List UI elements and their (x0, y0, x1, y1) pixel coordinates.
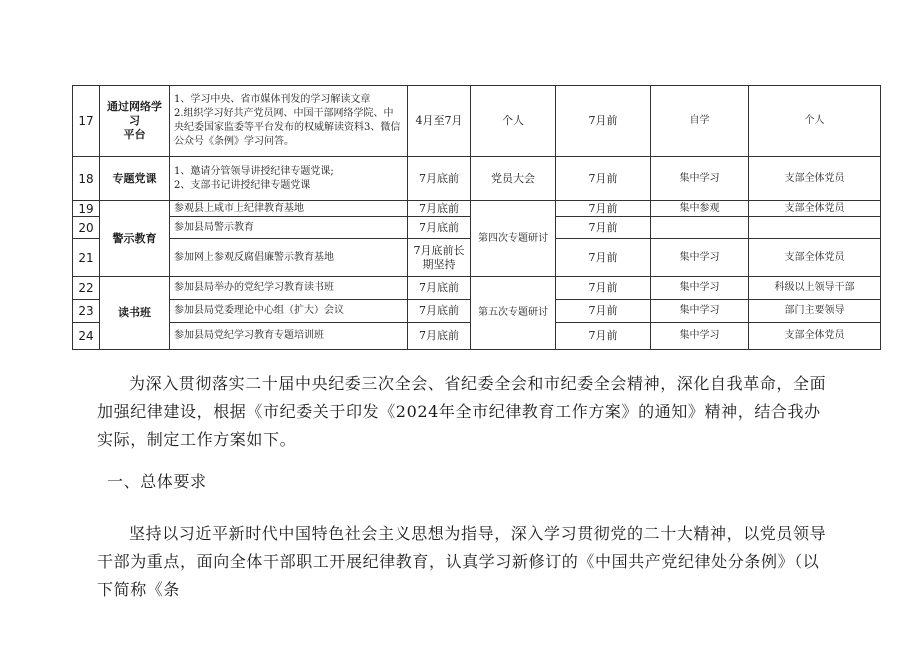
row-number: 17 (73, 86, 100, 157)
item-deadline: 7月前 (556, 86, 651, 157)
item-deadline: 7月前 (556, 277, 651, 300)
row-number: 20 (73, 217, 100, 239)
row-number: 21 (73, 239, 100, 277)
item-target: 支部全体党员 (749, 323, 881, 350)
intro-paragraph: 为深入贯彻落实二十届中央纪委三次全会、省纪委全会和市纪委全会精神，深化自我革命，全面加强纪律建设，根据《市纪委关于印发《2024年全市纪律教育工作方案》的通知》精神，结合我办实际，制定工作方案如下。 (97, 374, 827, 449)
item-method: 集中学习 (651, 157, 749, 201)
item-time: 4月至7月 (408, 86, 471, 157)
item-name: 读书班 (100, 277, 170, 350)
item-deadline: 7月前 (556, 239, 651, 277)
item-target: 科级以上领导干部 (749, 277, 881, 300)
row-number: 24 (73, 323, 100, 350)
item-target: 支部全体党员 (749, 157, 881, 201)
item-target (749, 217, 881, 239)
item-deadline: 7月前 (556, 217, 651, 239)
schedule-table (72, 85, 881, 350)
row-number: 23 (73, 300, 100, 323)
row-number: 22 (73, 277, 100, 300)
item-time: 7月底前 (408, 201, 471, 217)
item-form: 党员大会 (471, 157, 556, 201)
item-time: 7月底前长期坚持 (408, 239, 471, 277)
item-content: 参加网上参观反腐倡廉警示教育基地 (170, 239, 408, 277)
item-content: 参加县局警示教育 (170, 217, 408, 239)
item-method: 集中学习 (651, 300, 749, 323)
item-deadline: 7月前 (556, 157, 651, 201)
item-method: 集中参观 (651, 201, 749, 217)
item-time: 7月底前 (408, 157, 471, 201)
item-time: 7月底前 (408, 277, 471, 300)
row-number: 19 (73, 201, 100, 217)
item-time: 7月底前 (408, 323, 471, 350)
item-content: 参加县局党委理论中心组（扩大）会议 (170, 300, 408, 323)
section-heading: 一、总体要求 (107, 472, 207, 491)
table-row (73, 157, 881, 201)
row-number: 18 (73, 157, 100, 201)
item-time: 7月底前 (408, 300, 471, 323)
item-method: 集中学习 (651, 323, 749, 350)
item-form: 第五次专题研讨 (471, 277, 556, 350)
item-target: 支部全体党员 (749, 201, 881, 217)
item-content: 参加县局党纪学习教育专题培训班 (170, 323, 408, 350)
table-row (73, 201, 881, 217)
item-form: 个人 (471, 86, 556, 157)
item-time: 7月底前 (408, 217, 471, 239)
item-target: 部门主要领导 (749, 300, 881, 323)
item-deadline: 7月前 (556, 323, 651, 350)
item-target: 支部全体党员 (749, 239, 881, 277)
item-content: 1、邀请分管领导讲授纪律专题党课; 2、支部书记讲授纪律专题党课 (170, 157, 408, 201)
item-method: 自学 (651, 86, 749, 157)
item-deadline: 7月前 (556, 201, 651, 217)
table-row (73, 277, 881, 300)
item-content: 参观县上咸市上纪律教育基地 (170, 201, 408, 217)
item-method: 集中学习 (651, 277, 749, 300)
item-content: 1、学习中央、省市媒体刊发的学习解读文章 2.组织学习好共产党员网、中国干部网络学院、中央纪委国家监委等平台发布的权威解读资料3、微信公众号《条例》学习问答。 (170, 86, 408, 157)
item-name: 通过网络学习 平台 (100, 86, 170, 157)
item-target: 个人 (749, 86, 881, 157)
item-name: 警示教育 (100, 201, 170, 277)
item-form: 第四次专题研讨 (471, 201, 556, 277)
item-method: 集中学习 (651, 239, 749, 277)
item-content: 参加县局举办的党纪学习教育读书班 (170, 277, 408, 300)
body-paragraph: 坚持以习近平新时代中国特色社会主义思想为指导，深入学习贯彻党的二十大精神，以党员领导干部为重点，面向全体干部职工开展纪律教育，认真学习新修订的《中国共产党纪律处分条例》（以下简称《条 (97, 524, 827, 599)
item-deadline: 7月前 (556, 300, 651, 323)
table-row (73, 86, 881, 157)
item-name: 专题党课 (100, 157, 170, 201)
item-method (651, 217, 749, 239)
